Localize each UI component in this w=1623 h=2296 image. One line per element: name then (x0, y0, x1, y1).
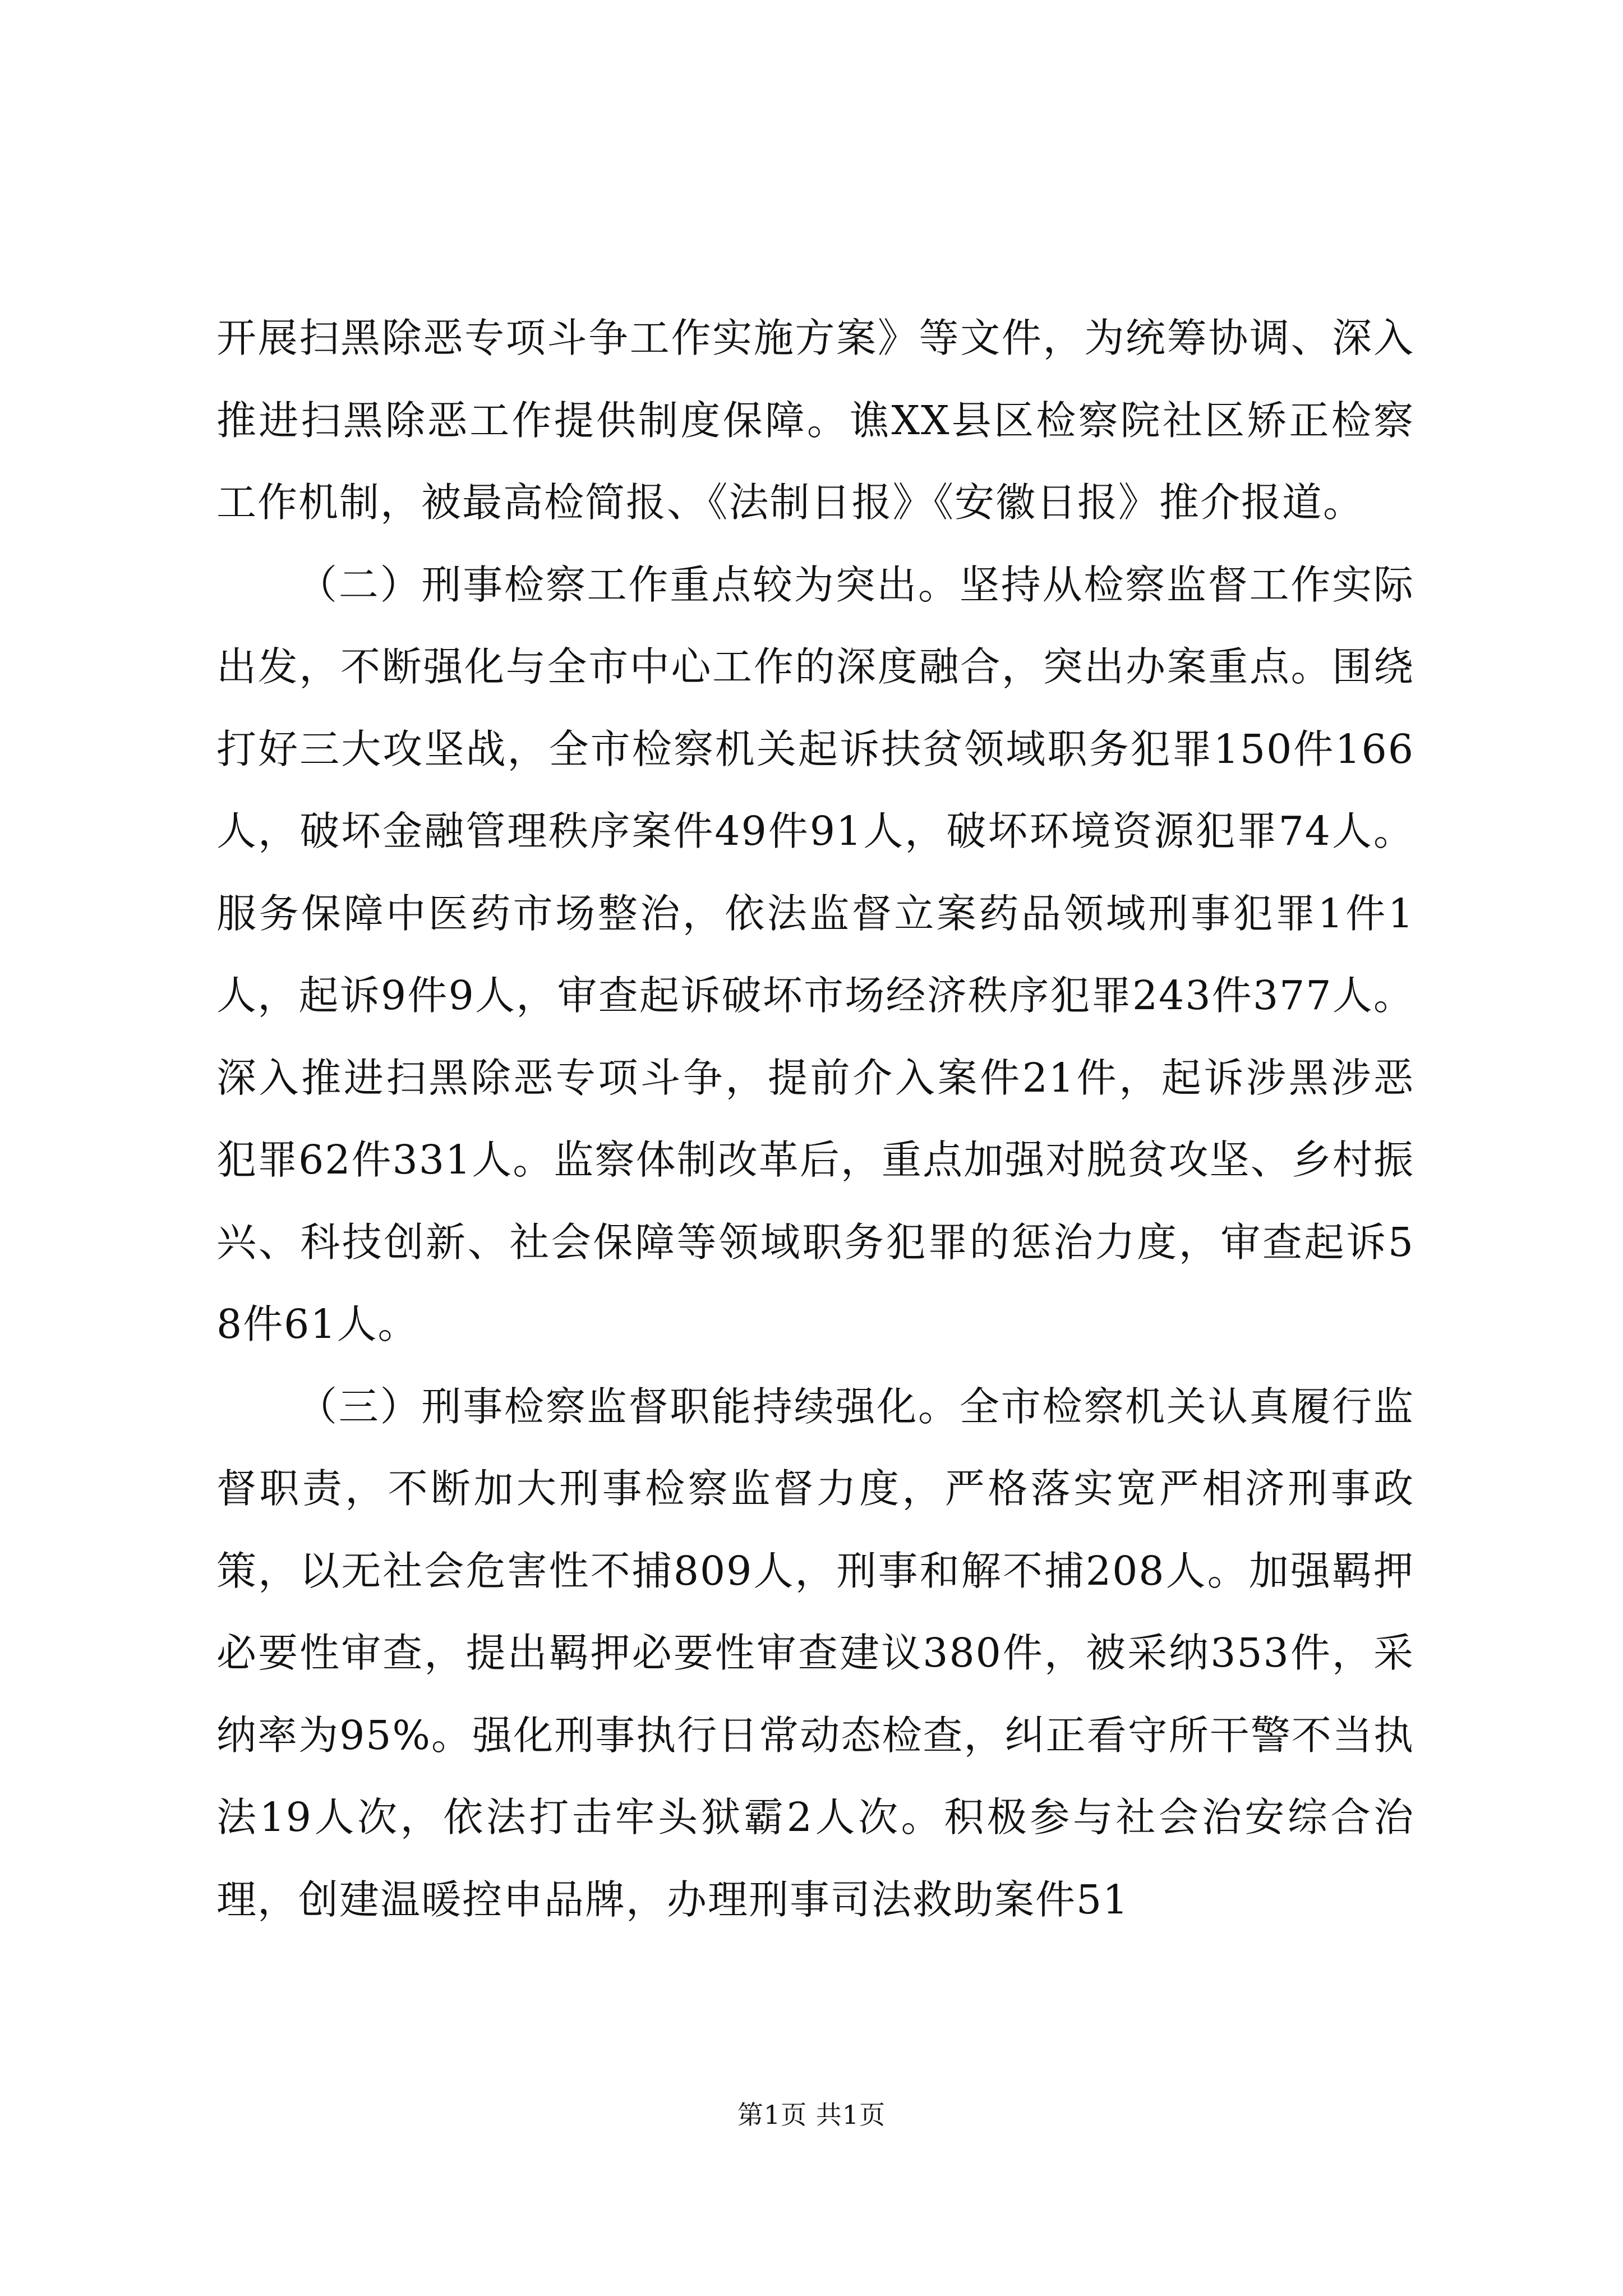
document-body (216, 297, 1414, 1941)
paragraph-prosecution-supervision: （三）刑事检察监督职能持续强化。全市检察机关认真履行监督职责，不断加大刑事检察监督力度，严格落实宽严相济刑事政策，以无社会危害性不捕809人，刑事和解不捕208人。加强羁押必要性审查，提出羁押必要性审查建议380件，被采纳353件，采纳率为95%。强化刑事执行日常动态检查，纠正看守所干警不当执法19人次，依法打击牢头狱霸2人次。积极参与社会治安综合治理，创建温暖控申品牌，办理刑事司法救助案件51 (216, 1383, 1414, 1923)
paragraph-criminal-prosecution: （二）刑事检察工作重点较为突出。坚持从检察监督工作实际出发，不断强化与全市中心工作的深度融合，突出办案重点。围绕打好三大攻坚战，全市检察机关起诉扶贫领域职务犯罪150件166人，破坏金融管理秩序案件49件91人，破坏环境资源犯罪74人。服务保障中医药市场整治，依法监督立案药品领域刑事犯罪1件1人，起诉9件9人，审查起诉破坏市场经济秩序犯罪243件377人。深入推进扫黑除恶专项斗争，提前介入案件21件，起诉涉黑涉恶犯罪62件331人。监察体制改革后，重点加强对脱贫攻坚、乡村振兴、科技创新、社会保障等领域职务犯罪的惩治力度，审查起诉58件61人。 (216, 561, 1414, 1347)
paragraph-continuation: 开展扫黑除恶专项斗争工作实施方案》等文件，为统筹协调、深入推进扫黑除恶工作提供制度保障。谯XX县区检察院社区矫正检察工作机制，被最高检简报、《法制日报》《安徽日报》推介报道。 (216, 315, 1414, 526)
page-footer: 第1页 共1页 (737, 2100, 886, 2130)
